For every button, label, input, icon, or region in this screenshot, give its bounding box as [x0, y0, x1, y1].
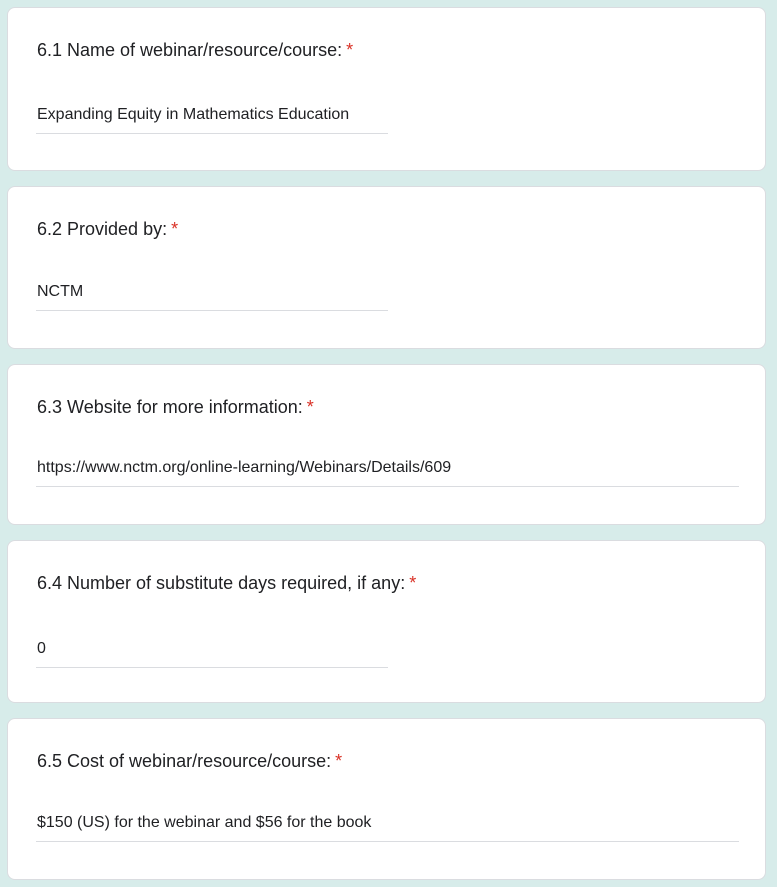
question-card-6-2: [7, 186, 766, 349]
answer-input-website[interactable]: https://www.nctm.org/online-learning/Webinars/Details/609: [36, 457, 739, 487]
question-card-6-4: [7, 540, 766, 703]
required-asterisk: *: [346, 40, 354, 60]
required-asterisk: *: [335, 751, 343, 771]
answer-input-provider[interactable]: NCTM: [36, 281, 388, 311]
question-label: 6.2 Provided by:: [37, 219, 168, 239]
required-asterisk: *: [409, 573, 417, 593]
question-label: 6.1 Name of webinar/resource/course:: [37, 40, 343, 60]
answer-input-cost[interactable]: $150 (US) for the webinar and $56 for the book: [36, 812, 739, 842]
question-label: 6.3 Website for more information:: [37, 397, 303, 417]
question-card-6-1: [7, 7, 766, 171]
question-card-6-5: [7, 718, 766, 880]
question-title: [37, 396, 314, 418]
question-card-6-3: [7, 364, 766, 525]
question-title: [37, 572, 416, 594]
answer-input-webinar-name[interactable]: Expanding Equity in Mathematics Education: [36, 104, 388, 134]
answer-input-substitute-days[interactable]: 0: [36, 638, 388, 668]
question-label: 6.5 Cost of webinar/resource/course:: [37, 751, 332, 771]
question-title: [37, 750, 342, 772]
question-label: 6.4 Number of substitute days required, if any:: [37, 573, 406, 593]
question-title: [37, 218, 178, 240]
required-asterisk: *: [171, 219, 179, 239]
question-title: [37, 39, 353, 61]
required-asterisk: *: [306, 397, 314, 417]
